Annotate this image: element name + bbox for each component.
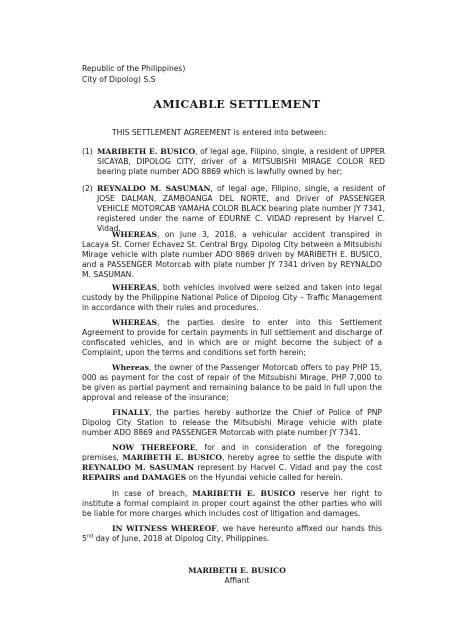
document-title: AMICABLE SETTLEMENT	[153, 98, 321, 111]
whereas-4-label: Whereas	[112, 363, 149, 372]
breach-text-1: In case of breach,	[112, 489, 193, 498]
witness-label: IN WITNESS WHEREOF	[112, 524, 217, 533]
whereas-3-label: WHEREAS	[112, 318, 157, 327]
finally-paragraph	[82, 408, 382, 438]
breach-paragraph	[82, 489, 382, 519]
now-therefore-text-2: , hereby agree to settle the dispute with	[221, 452, 382, 462]
party-2-number: (2)	[82, 184, 93, 193]
header-line-1: Republic of the Philippines)	[82, 64, 186, 73]
witness-text-2: day of June, 2018 at Dipolog City, Philippines.	[93, 533, 270, 543]
now-therefore-text-3: represent by Harvel C. Vidad and pay the cost	[194, 462, 382, 472]
finally-label: FINALLY	[112, 408, 150, 417]
finally-text: , the parties hereby authorize the Chief of Police of PNP Dipolog City Station to release the Mitsubishi Mirage vehicle with plate number ADO 8869 and PASSENGER Motorcab with plate number JY 7341.	[82, 408, 382, 437]
party-2-text: , of legal age, Filipino, single, a resident of JOSE DALMAN, ZAMBOANGA DEL NORTE, and Driver of PASSENGER VEHICLE MOTORCAB YAMAHA COLOR BLACK bearing plate number JY 7341, registered under the name of EDURNE C. VIDAD represent by Harvel C. Vidad.	[97, 184, 385, 233]
document-header	[82, 64, 185, 85]
party-1	[82, 147, 386, 177]
whereas-1-text: , on June 3, 2018, a vehicular accident transpired in Lacaya St. Corner Echavez St. Central Brgy. Dipolog City between a Mitsubishi Mirage vehicle with plate number ADO 8869 driven by MARIBETH E. BUSICO, and a PASSENGER Motorcab with plate number JY 7341 driven by REYNALDO M. SASUMAN.	[82, 230, 382, 279]
now-therefore-repairs: REPAIRS and DAMAGES	[82, 472, 187, 482]
breach-text-2: reserve her right to institute a formal complaint in proper court against the other parties who will be liable for more charges which includes cost of litigation and damages.	[82, 489, 382, 518]
party-1-number: (1)	[82, 147, 93, 156]
whereas-1-label: WHEREAS	[112, 230, 157, 239]
now-therefore-text-1: , for and in consideration of the foregoing premises,	[82, 443, 383, 462]
witness-text-1: , we have hereunto affixed our hands this 5	[82, 524, 382, 543]
signature-name: MARIBETH E. BUSICO	[188, 566, 286, 575]
breach-name: MARIBETH E. BUSICO	[192, 489, 296, 498]
whereas-3-text: , the parties desire to enter into this Settlement Agreement to provide for certain payments in full settlement and discharge of confiscated vehicles, and in which are or might become the subject of a Complaint, upon the terms and conditions set forth herein;	[82, 318, 382, 357]
whereas-4-text: , the owner of the Passenger Motorcab offers to pay PHP 15, 000 as payment for the cost of repair of the Mitsubishi Mirage, PHP 7,000 to be given as partial payment and remaining balance to be paid in full upon the approval and release of the insurance;	[82, 363, 382, 402]
whereas-4	[82, 363, 382, 403]
now-therefore-name-1: MARIBETH E. BUSICO	[122, 452, 222, 462]
header-line-2: City of Dipolog) S.S	[82, 74, 156, 84]
now-therefore-name-2: REYNALDO M. SASUMAN	[82, 462, 195, 472]
whereas-2	[82, 283, 382, 313]
party-2-name: REYNALDO M. SASUMAN	[97, 184, 211, 193]
whereas-1	[82, 230, 382, 280]
whereas-3	[82, 318, 382, 358]
whereas-2-text: , both vehicles involved were seized and taken into legal custody by the Philippine National Police of Dipolog City – Traffic Management in accordance with their rules and procedures.	[82, 283, 382, 312]
signature-role: Affiant	[224, 576, 250, 585]
whereas-2-label: WHEREAS	[112, 283, 157, 292]
now-therefore-paragraph	[82, 443, 382, 483]
party-1-name: MARIBETH E. BUSICO	[97, 147, 196, 156]
party-2	[82, 184, 385, 234]
witness-paragraph	[82, 524, 382, 544]
now-therefore-label: NOW THEREFORE	[112, 443, 196, 452]
signature-block	[0, 566, 474, 586]
intro-paragraph: THIS SETTLEMENT AGREEMENT is entered into between:	[112, 128, 327, 137]
party-1-text: , of legal age, Filipino, single, a resident of UPPER SICAYAB, DIPOLOG CITY, driver of a MITSUBISHI MIRAGE COLOR RED bearing plate number ADO 8869 which is lawfully owned by her;	[97, 147, 386, 176]
witness-superscript: nd	[86, 533, 94, 540]
now-therefore-text-4: on the Hyundai vehicle called for herein.	[186, 472, 343, 482]
